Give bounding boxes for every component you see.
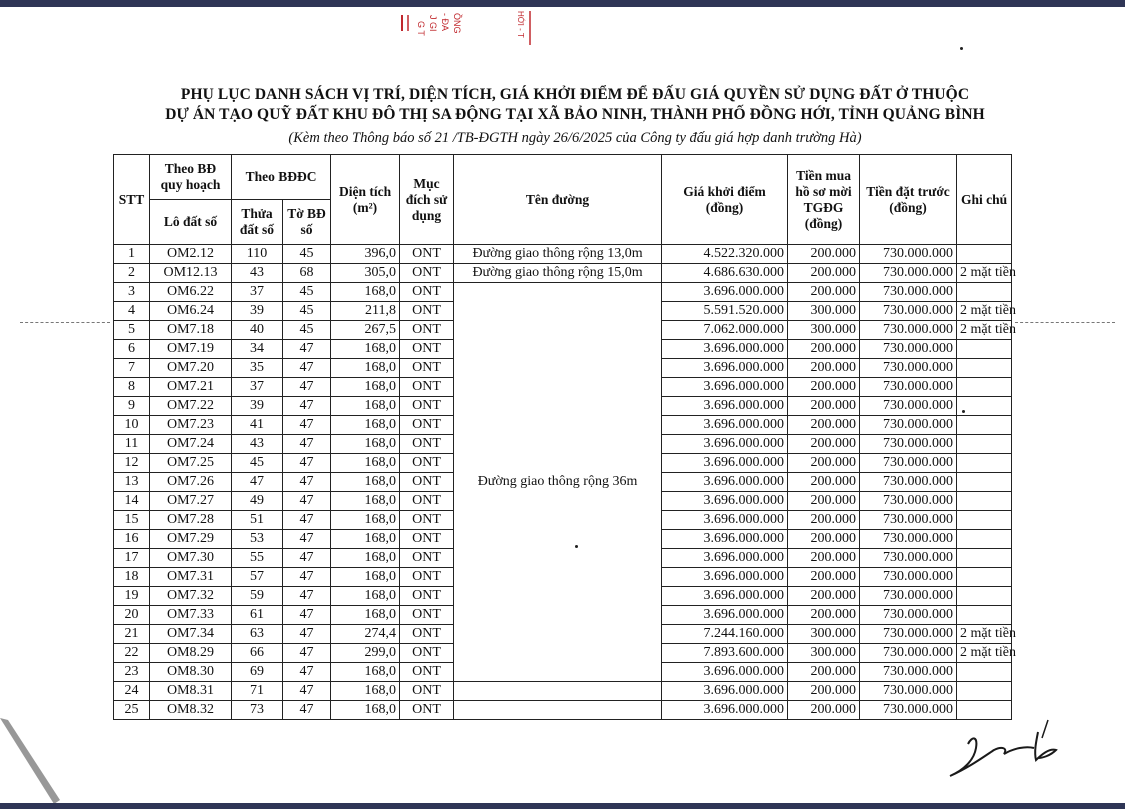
cell-map-sheet: 47 bbox=[283, 397, 331, 416]
cell-lot-number: OM7.19 bbox=[150, 340, 232, 359]
cell-parcel-number: 34 bbox=[232, 340, 283, 359]
cell-area: 274,4 bbox=[331, 625, 400, 644]
cell-road-name-empty bbox=[454, 701, 662, 720]
cell-land-purpose: ONT bbox=[400, 663, 454, 682]
cell-area: 168,0 bbox=[331, 511, 400, 530]
cell-land-purpose: ONT bbox=[400, 359, 454, 378]
cell-note bbox=[957, 682, 1012, 701]
cell-land-purpose: ONT bbox=[400, 283, 454, 302]
cell-stt: 20 bbox=[114, 606, 150, 625]
cell-map-sheet: 47 bbox=[283, 359, 331, 378]
cell-land-purpose: ONT bbox=[400, 568, 454, 587]
cell-stt: 2 bbox=[114, 264, 150, 283]
cell-note bbox=[957, 492, 1012, 511]
cell-map-sheet: 47 bbox=[283, 511, 331, 530]
cell-deposit: 730.000.000 bbox=[860, 302, 957, 321]
cell-road-name: Đường giao thông rộng 15,0m bbox=[454, 264, 662, 283]
cell-lot-number: OM7.27 bbox=[150, 492, 232, 511]
cell-parcel-number: 51 bbox=[232, 511, 283, 530]
cell-stt: 6 bbox=[114, 340, 150, 359]
cell-note bbox=[957, 359, 1012, 378]
cell-lot-number: OM7.20 bbox=[150, 359, 232, 378]
cell-dossier-fee: 300.000 bbox=[788, 321, 860, 340]
cell-dossier-fee: 200.000 bbox=[788, 606, 860, 625]
speck-mark bbox=[960, 47, 963, 50]
cell-parcel-number: 49 bbox=[232, 492, 283, 511]
cell-deposit: 730.000.000 bbox=[860, 549, 957, 568]
cell-map-sheet: 45 bbox=[283, 283, 331, 302]
cell-dossier-fee: 200.000 bbox=[788, 416, 860, 435]
header-tien-dat-truoc: Tiền đặt trước (đồng) bbox=[860, 155, 957, 245]
cell-dossier-fee: 200.000 bbox=[788, 682, 860, 701]
cell-land-purpose: ONT bbox=[400, 625, 454, 644]
cell-area: 168,0 bbox=[331, 473, 400, 492]
cell-land-purpose: ONT bbox=[400, 587, 454, 606]
cell-deposit: 730.000.000 bbox=[860, 606, 957, 625]
cell-land-purpose: ONT bbox=[400, 378, 454, 397]
cell-road-name-empty bbox=[454, 682, 662, 701]
cell-starting-price: 3.696.000.000 bbox=[662, 701, 788, 720]
cell-dossier-fee: 300.000 bbox=[788, 302, 860, 321]
cell-stt: 21 bbox=[114, 625, 150, 644]
dashed-scan-line bbox=[1015, 322, 1115, 323]
cell-parcel-number: 37 bbox=[232, 283, 283, 302]
cell-area: 168,0 bbox=[331, 283, 400, 302]
cell-area: 168,0 bbox=[331, 701, 400, 720]
cell-road-name-merged: Đường giao thông rộng 36m bbox=[454, 283, 662, 682]
cell-lot-number: OM7.29 bbox=[150, 530, 232, 549]
cell-land-purpose: ONT bbox=[400, 340, 454, 359]
cell-dossier-fee: 200.000 bbox=[788, 264, 860, 283]
handwritten-signature bbox=[938, 718, 1068, 788]
cell-stt: 18 bbox=[114, 568, 150, 587]
cell-note: 2 mặt tiền bbox=[957, 321, 1012, 340]
cell-parcel-number: 69 bbox=[232, 663, 283, 682]
cell-lot-number: OM7.26 bbox=[150, 473, 232, 492]
cell-dossier-fee: 200.000 bbox=[788, 454, 860, 473]
cell-parcel-number: 39 bbox=[232, 397, 283, 416]
cell-deposit: 730.000.000 bbox=[860, 568, 957, 587]
cell-stt: 23 bbox=[114, 663, 150, 682]
cell-map-sheet: 47 bbox=[283, 663, 331, 682]
cell-starting-price: 3.696.000.000 bbox=[662, 587, 788, 606]
cell-lot-number: OM6.24 bbox=[150, 302, 232, 321]
header-thua-dat-so: Thửa đất số bbox=[232, 200, 283, 245]
cell-dossier-fee: 200.000 bbox=[788, 245, 860, 264]
cell-lot-number: OM8.29 bbox=[150, 644, 232, 663]
cell-stt: 11 bbox=[114, 435, 150, 454]
table-row bbox=[114, 264, 1012, 283]
cell-note bbox=[957, 416, 1012, 435]
cell-land-purpose: ONT bbox=[400, 435, 454, 454]
cell-lot-number: OM7.33 bbox=[150, 606, 232, 625]
cell-deposit: 730.000.000 bbox=[860, 473, 957, 492]
cell-deposit: 730.000.000 bbox=[860, 378, 957, 397]
cell-deposit: 730.000.000 bbox=[860, 625, 957, 644]
cell-dossier-fee: 200.000 bbox=[788, 511, 860, 530]
cell-dossier-fee: 200.000 bbox=[788, 435, 860, 454]
cell-area: 299,0 bbox=[331, 644, 400, 663]
cell-starting-price: 4.522.320.000 bbox=[662, 245, 788, 264]
cell-note bbox=[957, 397, 1012, 416]
cell-starting-price: 5.591.520.000 bbox=[662, 302, 788, 321]
cell-lot-number: OM7.34 bbox=[150, 625, 232, 644]
cell-dossier-fee: 200.000 bbox=[788, 568, 860, 587]
cell-lot-number: OM7.25 bbox=[150, 454, 232, 473]
cell-parcel-number: 53 bbox=[232, 530, 283, 549]
cell-area: 168,0 bbox=[331, 378, 400, 397]
cell-dossier-fee: 200.000 bbox=[788, 340, 860, 359]
cell-dossier-fee: 200.000 bbox=[788, 587, 860, 606]
cell-note: 2 mặt tiền bbox=[957, 264, 1012, 283]
cell-starting-price: 3.696.000.000 bbox=[662, 473, 788, 492]
cell-stt: 15 bbox=[114, 511, 150, 530]
cell-lot-number: OM8.30 bbox=[150, 663, 232, 682]
cell-land-purpose: ONT bbox=[400, 473, 454, 492]
header-gia-khoi-diem: Giá khởi điểm (đồng) bbox=[662, 155, 788, 245]
cell-parcel-number: 55 bbox=[232, 549, 283, 568]
cell-lot-number: OM7.22 bbox=[150, 397, 232, 416]
cell-lot-number: OM8.31 bbox=[150, 682, 232, 701]
cell-deposit: 730.000.000 bbox=[860, 511, 957, 530]
cell-area: 168,0 bbox=[331, 435, 400, 454]
cell-parcel-number: 40 bbox=[232, 321, 283, 340]
cell-deposit: 730.000.000 bbox=[860, 530, 957, 549]
cell-area: 168,0 bbox=[331, 492, 400, 511]
cell-note bbox=[957, 663, 1012, 682]
cell-map-sheet: 47 bbox=[283, 416, 331, 435]
cell-deposit: 730.000.000 bbox=[860, 682, 957, 701]
cell-stt: 24 bbox=[114, 682, 150, 701]
cell-map-sheet: 47 bbox=[283, 644, 331, 663]
cell-area: 168,0 bbox=[331, 568, 400, 587]
cell-map-sheet: 47 bbox=[283, 568, 331, 587]
cell-starting-price: 3.696.000.000 bbox=[662, 492, 788, 511]
cell-map-sheet: 47 bbox=[283, 606, 331, 625]
table-row bbox=[114, 283, 1012, 302]
cell-deposit: 730.000.000 bbox=[860, 663, 957, 682]
cell-parcel-number: 43 bbox=[232, 264, 283, 283]
cell-deposit: 730.000.000 bbox=[860, 435, 957, 454]
cell-deposit: 730.000.000 bbox=[860, 359, 957, 378]
cell-parcel-number: 66 bbox=[232, 644, 283, 663]
cell-map-sheet: 47 bbox=[283, 340, 331, 359]
cell-deposit: 730.000.000 bbox=[860, 644, 957, 663]
cell-area: 168,0 bbox=[331, 416, 400, 435]
cell-land-purpose: ONT bbox=[400, 644, 454, 663]
header-lo-dat-so: Lô đất số bbox=[150, 200, 232, 245]
cell-note bbox=[957, 283, 1012, 302]
cell-note bbox=[957, 587, 1012, 606]
cell-dossier-fee: 200.000 bbox=[788, 397, 860, 416]
cell-note: 2 mặt tiền bbox=[957, 625, 1012, 644]
cell-deposit: 730.000.000 bbox=[860, 587, 957, 606]
cell-stt: 13 bbox=[114, 473, 150, 492]
cell-map-sheet: 47 bbox=[283, 530, 331, 549]
cell-lot-number: OM8.32 bbox=[150, 701, 232, 720]
cell-dossier-fee: 200.000 bbox=[788, 492, 860, 511]
cell-map-sheet: 68 bbox=[283, 264, 331, 283]
cell-land-purpose: ONT bbox=[400, 321, 454, 340]
cell-land-purpose: ONT bbox=[400, 701, 454, 720]
cell-starting-price: 3.696.000.000 bbox=[662, 359, 788, 378]
cell-parcel-number: 57 bbox=[232, 568, 283, 587]
auction-lot-table bbox=[113, 154, 1017, 720]
cell-area: 396,0 bbox=[331, 245, 400, 264]
cell-note bbox=[957, 530, 1012, 549]
cell-stt: 4 bbox=[114, 302, 150, 321]
cell-stt: 17 bbox=[114, 549, 150, 568]
cell-lot-number: OM7.18 bbox=[150, 321, 232, 340]
cell-note bbox=[957, 606, 1012, 625]
cell-parcel-number: 45 bbox=[232, 454, 283, 473]
cell-stt: 25 bbox=[114, 701, 150, 720]
cell-map-sheet: 45 bbox=[283, 302, 331, 321]
cell-map-sheet: 47 bbox=[283, 587, 331, 606]
cell-land-purpose: ONT bbox=[400, 511, 454, 530]
cell-note bbox=[957, 245, 1012, 264]
cell-deposit: 730.000.000 bbox=[860, 321, 957, 340]
cell-lot-number: OM7.32 bbox=[150, 587, 232, 606]
cell-deposit: 730.000.000 bbox=[860, 264, 957, 283]
cell-note bbox=[957, 454, 1012, 473]
cell-area: 168,0 bbox=[331, 682, 400, 701]
cell-land-purpose: ONT bbox=[400, 454, 454, 473]
cell-dossier-fee: 200.000 bbox=[788, 530, 860, 549]
cell-map-sheet: 47 bbox=[283, 701, 331, 720]
cell-deposit: 730.000.000 bbox=[860, 454, 957, 473]
cell-starting-price: 3.696.000.000 bbox=[662, 283, 788, 302]
cell-starting-price: 3.696.000.000 bbox=[662, 397, 788, 416]
cell-lot-number: OM7.21 bbox=[150, 378, 232, 397]
cell-parcel-number: 73 bbox=[232, 701, 283, 720]
cell-map-sheet: 47 bbox=[283, 549, 331, 568]
header-dien-tich bbox=[331, 155, 400, 245]
cell-note bbox=[957, 473, 1012, 492]
cell-starting-price: 3.696.000.000 bbox=[662, 340, 788, 359]
cell-lot-number: OM12.13 bbox=[150, 264, 232, 283]
header-ghi-chu: Ghi chú bbox=[957, 155, 1012, 245]
top-border-bar bbox=[0, 0, 1125, 7]
document-title-line-2: DỰ ÁN TẠO QUỸ ĐẤT KHU ĐÔ THỊ SA ĐỘNG TẠI XÃ BẢO NINH, THÀNH PHỐ ĐỒNG HỚI, TỈNH QUẢNG BÌNH bbox=[165, 106, 985, 123]
cell-land-purpose: ONT bbox=[400, 416, 454, 435]
cell-stt: 9 bbox=[114, 397, 150, 416]
cell-lot-number: OM7.30 bbox=[150, 549, 232, 568]
cell-area: 168,0 bbox=[331, 606, 400, 625]
cell-lot-number: OM7.31 bbox=[150, 568, 232, 587]
cell-stt: 5 bbox=[114, 321, 150, 340]
cell-land-purpose: ONT bbox=[400, 397, 454, 416]
svg-text:J GI: J GI bbox=[428, 15, 438, 32]
pen-edge-shadow bbox=[0, 700, 70, 805]
cell-area: 168,0 bbox=[331, 549, 400, 568]
header-muc-dich: Mục đích sử dụng bbox=[400, 155, 454, 245]
cell-land-purpose: ONT bbox=[400, 492, 454, 511]
cell-starting-price: 3.696.000.000 bbox=[662, 454, 788, 473]
cell-deposit: 730.000.000 bbox=[860, 492, 957, 511]
cell-land-purpose: ONT bbox=[400, 264, 454, 283]
cell-dossier-fee: 200.000 bbox=[788, 359, 860, 378]
cell-starting-price: 3.696.000.000 bbox=[662, 435, 788, 454]
cell-parcel-number: 63 bbox=[232, 625, 283, 644]
cell-stt: 22 bbox=[114, 644, 150, 663]
speck-mark bbox=[962, 410, 965, 413]
cell-note bbox=[957, 568, 1012, 587]
cell-starting-price: 3.696.000.000 bbox=[662, 568, 788, 587]
document-title-line-1: PHỤ LỤC DANH SÁCH VỊ TRÍ, DIỆN TÍCH, GIÁ KHỞI ĐIỂM ĐỂ ĐẤU GIÁ QUYỀN SỬ DỤNG ĐẤT Ở THUỘC bbox=[180, 86, 970, 103]
cell-starting-price: 4.686.630.000 bbox=[662, 264, 788, 283]
header-theo-bd-quy-hoach: Theo BĐ quy hoạch bbox=[150, 155, 232, 200]
cell-note bbox=[957, 701, 1012, 720]
cell-parcel-number: 35 bbox=[232, 359, 283, 378]
header-to-bd-so: Tờ BĐ số bbox=[283, 200, 331, 245]
cell-deposit: 730.000.000 bbox=[860, 283, 957, 302]
svg-text:HỚI - T: HỚI - T bbox=[516, 11, 525, 38]
cell-map-sheet: 47 bbox=[283, 454, 331, 473]
red-stamp-seal bbox=[398, 7, 548, 51]
dashed-scan-line bbox=[20, 322, 110, 323]
header-ten-duong: Tên đường bbox=[454, 155, 662, 245]
cell-deposit: 730.000.000 bbox=[860, 245, 957, 264]
cell-stt: 7 bbox=[114, 359, 150, 378]
cell-parcel-number: 37 bbox=[232, 378, 283, 397]
table-row bbox=[114, 701, 1012, 720]
cell-starting-price: 3.696.000.000 bbox=[662, 549, 788, 568]
cell-map-sheet: 47 bbox=[283, 435, 331, 454]
cell-deposit: 730.000.000 bbox=[860, 416, 957, 435]
cell-area: 168,0 bbox=[331, 359, 400, 378]
cell-area: 305,0 bbox=[331, 264, 400, 283]
cell-starting-price: 3.696.000.000 bbox=[662, 606, 788, 625]
cell-parcel-number: 47 bbox=[232, 473, 283, 492]
svg-text:ỒNG: ỒNG bbox=[452, 13, 462, 34]
cell-map-sheet: 47 bbox=[283, 473, 331, 492]
cell-stt: 10 bbox=[114, 416, 150, 435]
cell-starting-price: 3.696.000.000 bbox=[662, 530, 788, 549]
cell-deposit: 730.000.000 bbox=[860, 397, 957, 416]
cell-note bbox=[957, 378, 1012, 397]
cell-land-purpose: ONT bbox=[400, 549, 454, 568]
cell-area: 168,0 bbox=[331, 663, 400, 682]
cell-stt: 1 bbox=[114, 245, 150, 264]
cell-lot-number: OM7.23 bbox=[150, 416, 232, 435]
cell-area: 168,0 bbox=[331, 587, 400, 606]
cell-note: 2 mặt tiền bbox=[957, 644, 1012, 663]
header-theo-bddc: Theo BĐĐC bbox=[232, 155, 331, 200]
header-tien-mua-ho-so: Tiền mua hồ sơ mời TGĐG (đồng) bbox=[788, 155, 860, 245]
cell-stt: 12 bbox=[114, 454, 150, 473]
cell-lot-number: OM6.22 bbox=[150, 283, 232, 302]
cell-land-purpose: ONT bbox=[400, 682, 454, 701]
cell-area: 168,0 bbox=[331, 530, 400, 549]
cell-parcel-number: 71 bbox=[232, 682, 283, 701]
document-subtitle: (Kèm theo Thông báo số 21 /TB-ĐGTH ngày 26/6/2025 của Công ty đấu giá hợp danh trường Hà) bbox=[288, 130, 862, 146]
cell-land-purpose: ONT bbox=[400, 530, 454, 549]
cell-parcel-number: 61 bbox=[232, 606, 283, 625]
cell-map-sheet: 47 bbox=[283, 682, 331, 701]
cell-starting-price: 7.244.160.000 bbox=[662, 625, 788, 644]
cell-dossier-fee: 200.000 bbox=[788, 701, 860, 720]
cell-note bbox=[957, 435, 1012, 454]
cell-note bbox=[957, 549, 1012, 568]
cell-dossier-fee: 200.000 bbox=[788, 473, 860, 492]
cell-stt: 19 bbox=[114, 587, 150, 606]
cell-road-name: Đường giao thông rộng 13,0m bbox=[454, 245, 662, 264]
cell-land-purpose: ONT bbox=[400, 245, 454, 264]
table-row bbox=[114, 682, 1012, 701]
cell-dossier-fee: 300.000 bbox=[788, 625, 860, 644]
cell-lot-number: OM7.24 bbox=[150, 435, 232, 454]
header-dien-tich-label: Diện tích bbox=[338, 183, 392, 199]
cell-stt: 3 bbox=[114, 283, 150, 302]
cell-parcel-number: 41 bbox=[232, 416, 283, 435]
cell-stt: 16 bbox=[114, 530, 150, 549]
cell-parcel-number: 110 bbox=[232, 245, 283, 264]
cell-dossier-fee: 200.000 bbox=[788, 549, 860, 568]
cell-lot-number: OM2.12 bbox=[150, 245, 232, 264]
cell-parcel-number: 39 bbox=[232, 302, 283, 321]
cell-starting-price: 3.696.000.000 bbox=[662, 663, 788, 682]
cell-area: 168,0 bbox=[331, 454, 400, 473]
bottom-border-bar bbox=[0, 803, 1125, 809]
cell-dossier-fee: 300.000 bbox=[788, 644, 860, 663]
cell-starting-price: 7.062.000.000 bbox=[662, 321, 788, 340]
cell-note: 2 mặt tiền bbox=[957, 302, 1012, 321]
cell-dossier-fee: 200.000 bbox=[788, 378, 860, 397]
cell-land-purpose: ONT bbox=[400, 302, 454, 321]
cell-starting-price: 3.696.000.000 bbox=[662, 682, 788, 701]
cell-lot-number: OM7.28 bbox=[150, 511, 232, 530]
cell-area: 168,0 bbox=[331, 340, 400, 359]
cell-map-sheet: 45 bbox=[283, 321, 331, 340]
cell-starting-price: 3.696.000.000 bbox=[662, 416, 788, 435]
cell-map-sheet: 45 bbox=[283, 245, 331, 264]
svg-text:- ĐA: - ĐA bbox=[440, 13, 450, 31]
header-stt: STT bbox=[114, 155, 150, 245]
cell-note bbox=[957, 340, 1012, 359]
cell-starting-price: 3.696.000.000 bbox=[662, 378, 788, 397]
cell-deposit: 730.000.000 bbox=[860, 340, 957, 359]
cell-starting-price: 7.893.600.000 bbox=[662, 644, 788, 663]
cell-stt: 14 bbox=[114, 492, 150, 511]
header-dien-tich-unit: (m²) bbox=[352, 199, 378, 215]
svg-text:G T: G T bbox=[416, 21, 426, 36]
cell-starting-price: 3.696.000.000 bbox=[662, 511, 788, 530]
cell-parcel-number: 43 bbox=[232, 435, 283, 454]
cell-area: 168,0 bbox=[331, 397, 400, 416]
cell-dossier-fee: 200.000 bbox=[788, 663, 860, 682]
speck-mark bbox=[575, 545, 578, 548]
cell-area: 267,5 bbox=[331, 321, 400, 340]
cell-parcel-number: 59 bbox=[232, 587, 283, 606]
cell-map-sheet: 47 bbox=[283, 378, 331, 397]
cell-note bbox=[957, 511, 1012, 530]
cell-deposit: 730.000.000 bbox=[860, 701, 957, 720]
cell-stt: 8 bbox=[114, 378, 150, 397]
cell-area: 211,8 bbox=[331, 302, 400, 321]
cell-map-sheet: 47 bbox=[283, 625, 331, 644]
cell-dossier-fee: 200.000 bbox=[788, 283, 860, 302]
cell-map-sheet: 47 bbox=[283, 492, 331, 511]
table-row bbox=[114, 245, 1012, 264]
cell-land-purpose: ONT bbox=[400, 606, 454, 625]
